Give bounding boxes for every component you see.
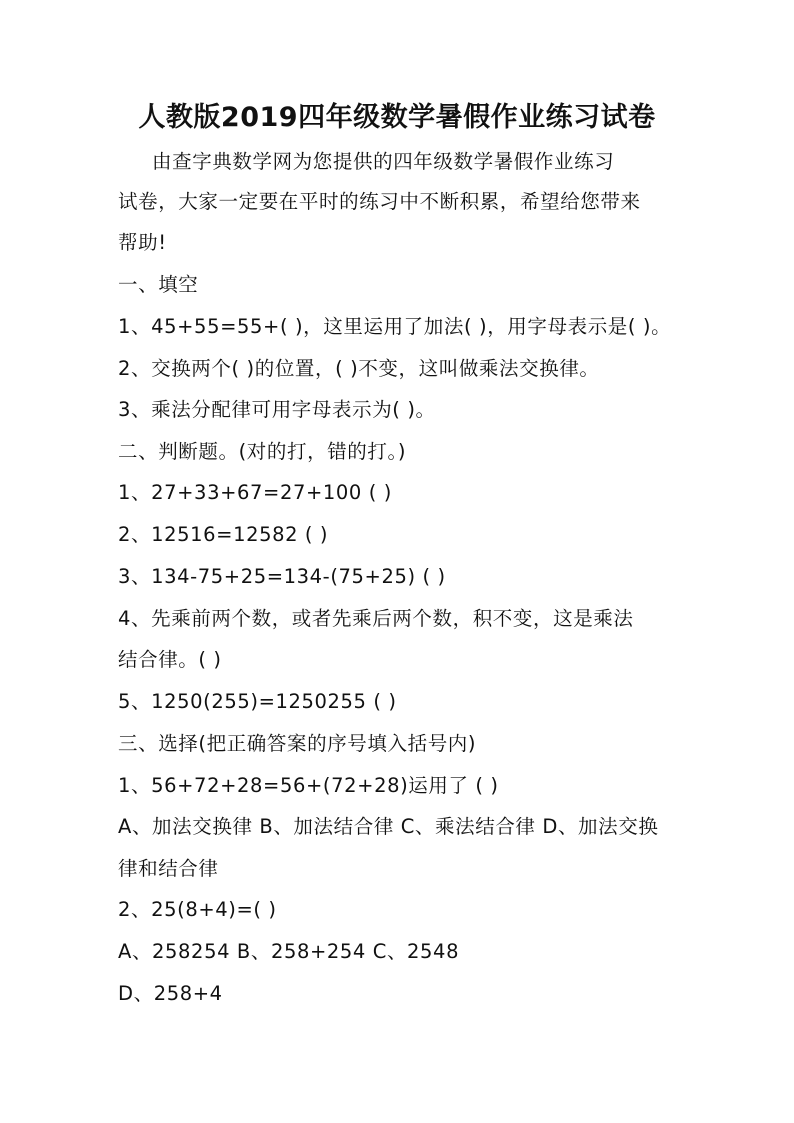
question-line: 3、乘法分配律可用字母表示为( )。 [118, 398, 436, 421]
question-line: 4、先乘前两个数，或者先乘后两个数，积不变，这是乘法 [118, 607, 634, 630]
question-line: 1、45+55=55+( )，这里运用了加法( )，用字母表示是( )。 [118, 315, 672, 338]
intro-line-1: 由查字典数学网为您提供的四年级数学暑假作业练习 [152, 150, 615, 173]
section-heading-choice: 三、选择(把正确答案的序号填入括号内) [118, 732, 477, 755]
section-heading-true-false: 二、判断题。(对的打，错的打。) [118, 440, 407, 463]
question-line: 2、交换两个( )的位置，( )不变，这叫做乘法交换律。 [118, 357, 600, 380]
question-line: 5、1250(255)=1250255 ( ) [118, 690, 397, 713]
question-line: 1、27+33+67=27+100 ( ) [118, 481, 392, 504]
question-line: A、258254 B、258+254 C、2548 [118, 940, 460, 963]
intro-line-3: 帮助! [118, 231, 167, 254]
question-line: 3、134-75+25=134-(75+25) ( ) [118, 565, 446, 588]
document-title: 人教版2019四年级数学暑假作业练习试卷 [138, 102, 656, 133]
question-line: 1、56+72+28=56+(72+28)运用了 ( ) [118, 774, 499, 797]
question-line: 结合律。( ) [118, 648, 222, 671]
question-line: 2、12516=12582 ( ) [118, 523, 329, 546]
intro-line-2: 试卷，大家一定要在平时的练习中不断积累，希望给您带来 [118, 190, 641, 213]
question-line: D、258+4 [118, 982, 223, 1005]
question-line: A、加法交换律 B、加法结合律 C、乘法结合律 D、加法交换 [118, 815, 659, 838]
question-line: 律和结合律 [118, 857, 219, 880]
question-line: 2、25(8+4)=( ) [118, 898, 277, 921]
section-heading-fill-blank: 一、填空 [118, 273, 199, 296]
